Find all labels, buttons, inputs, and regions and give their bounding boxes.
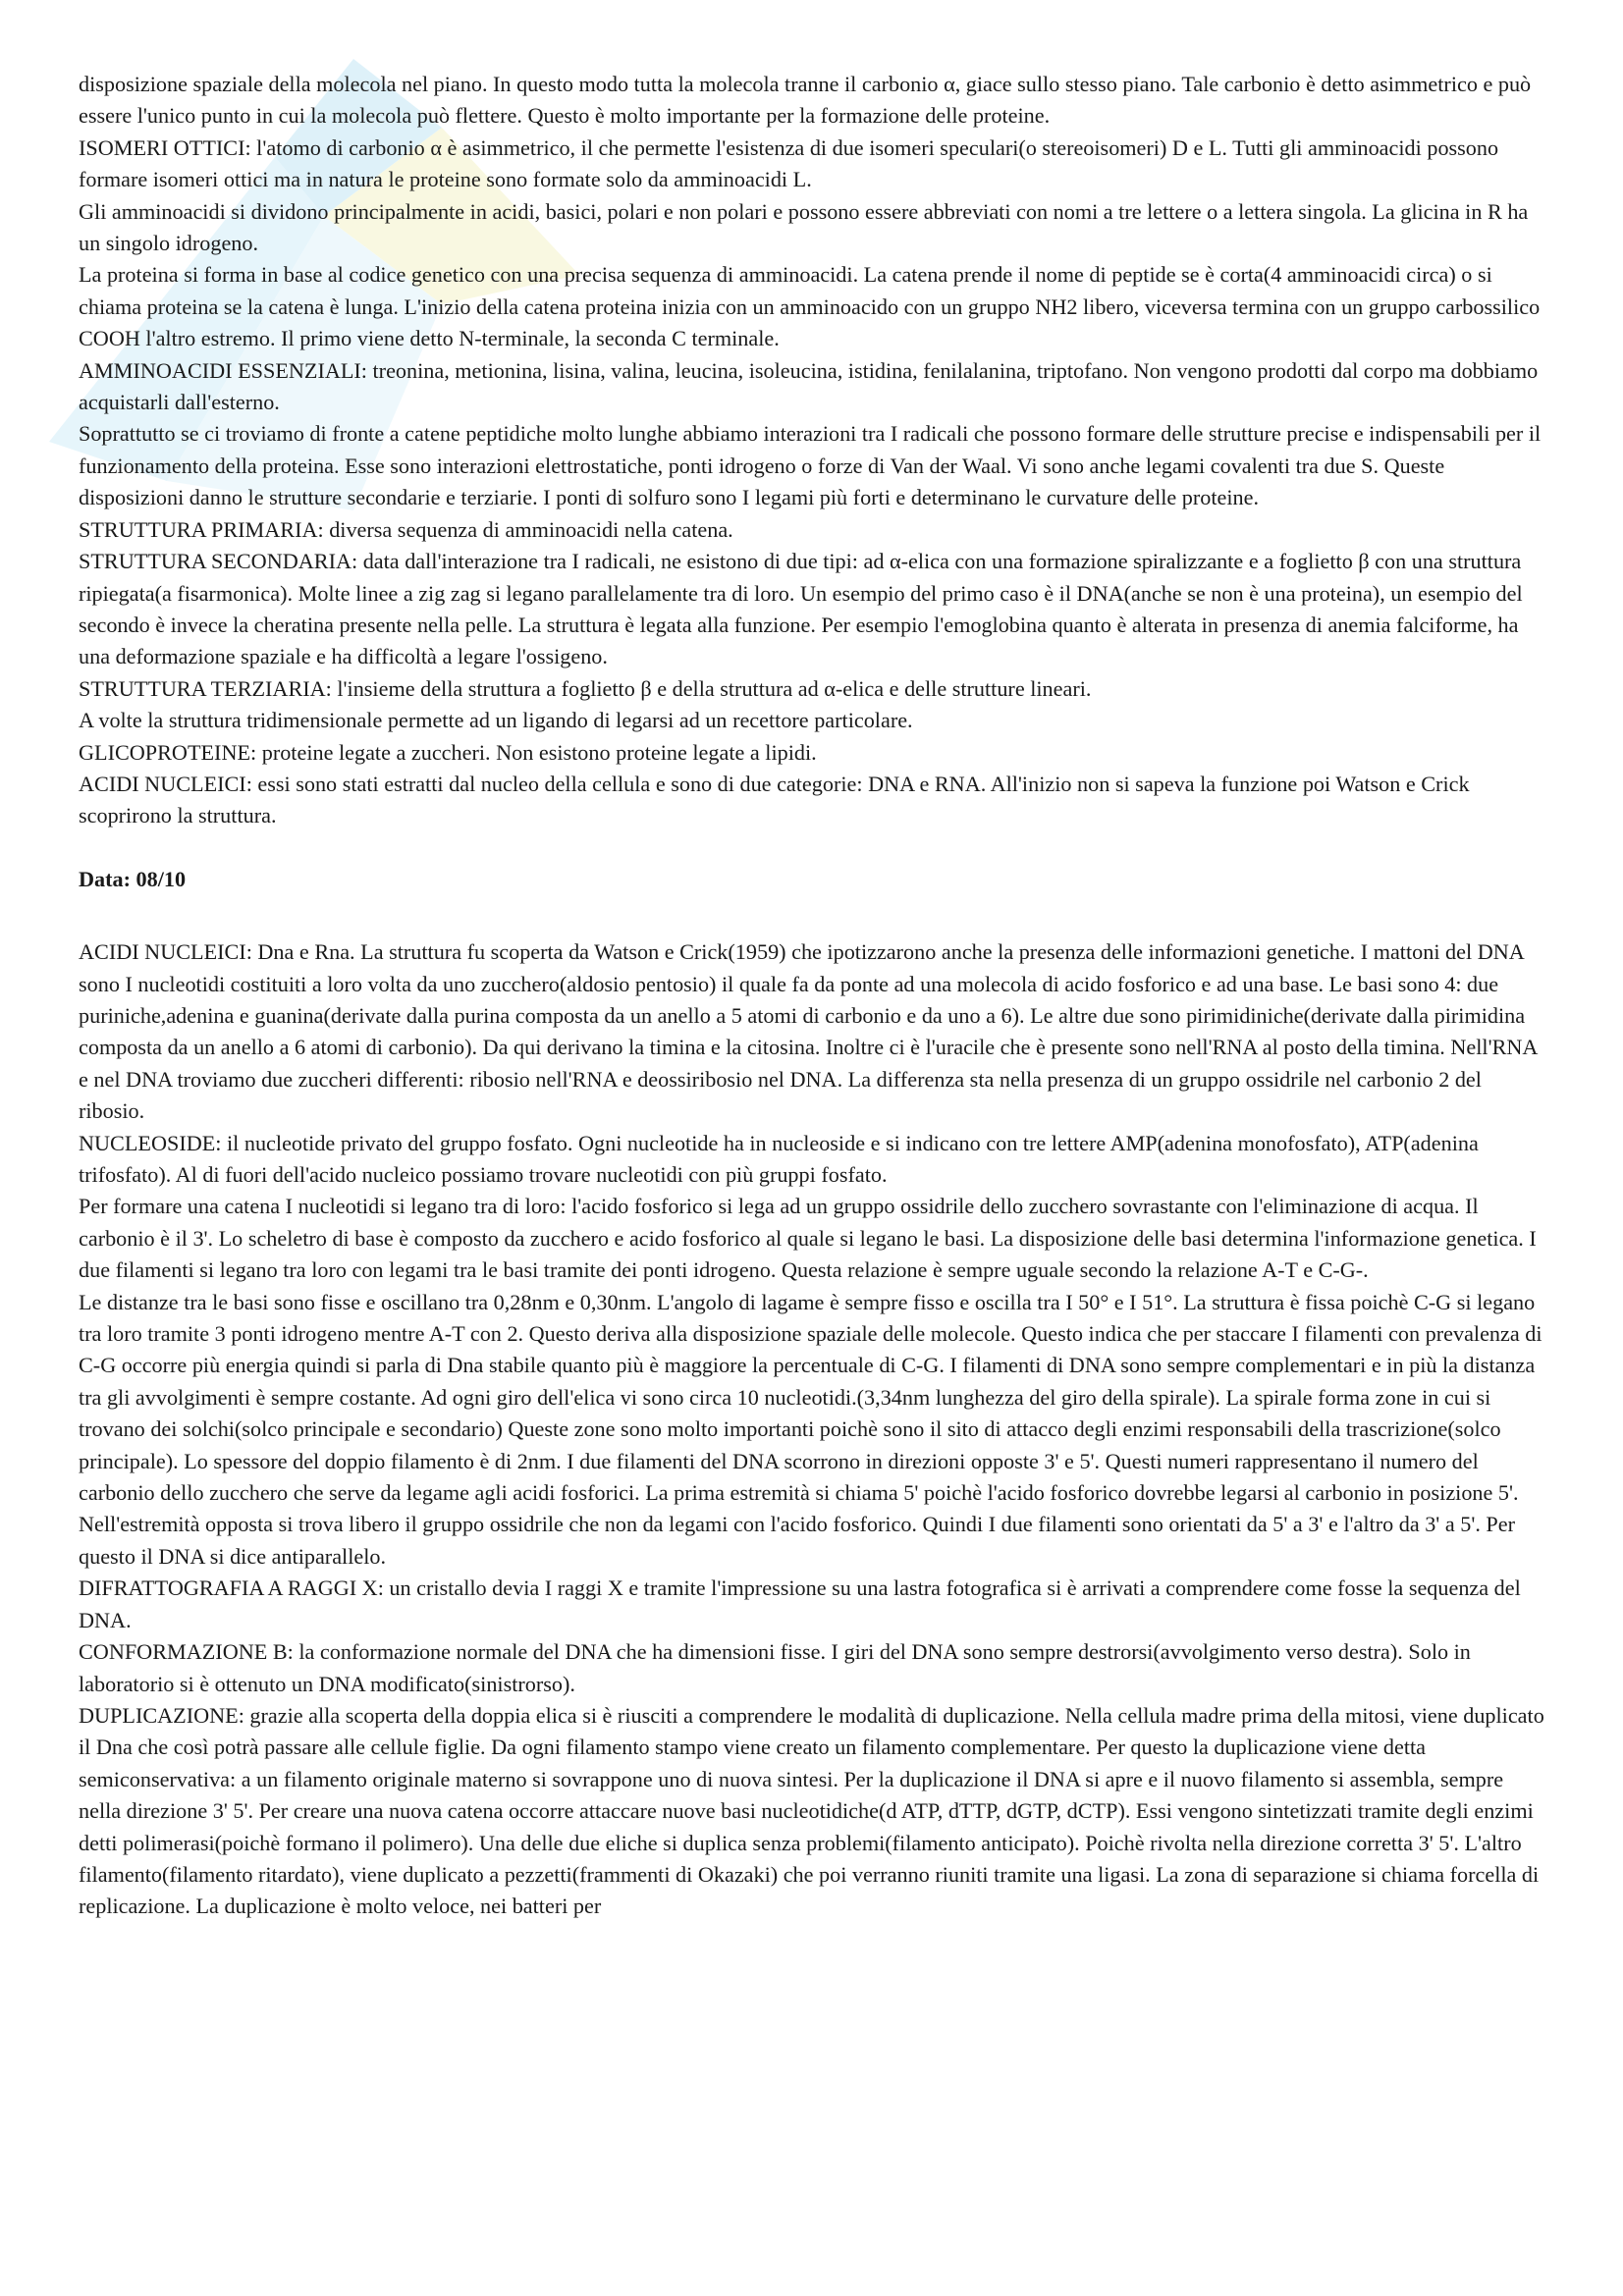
paragraph-isomeri-ottici: ISOMERI OTTICI: l'atomo di carbonio α è asimmetrico, il che permette l'esistenza di due isomeri speculari(o stereoisomeri) D e L. Tutti gli amminoacidi possono formare isomeri ottici ma in natura le proteine sono formate solo da amminoacidi L. (79, 134, 1499, 192)
paragraph-glicoproteine: GLICOPROTEINE: proteine legate a zuccheri. Non esistono proteine legate a lipidi. (79, 739, 817, 765)
paragraph-acidi-nucleici-intro: ACIDI NUCLEICI: essi sono stati estratti dal nucleo della cellula e sono di due categorie: DNA e RNA. All'inizio non si sapeva la funzione poi Watson e Crick scoprirono la struttura. (79, 771, 1470, 828)
paragraph-conformazione-b: CONFORMAZIONE B: la conformazione normale del DNA che ha dimensioni fisse. I giri del DNA sono sempre destrorsi(avvolgimento verso destra). Solo in laboratorio si è ottenuto un DNA modificato(sinistrorso). (79, 1639, 1471, 1696)
section-nucleic-acids (79, 936, 1548, 1923)
paragraph-struttura-terziaria: STRUTTURA TERZIARIA: l'insieme della struttura a foglietto β e della struttura ad α-elica e delle strutture lineari. (79, 675, 1092, 701)
paragraph-nucleoside: NUCLEOSIDE: il nucleotide privato del gruppo fosfato. Ogni nucleotide ha in nucleoside e si indicano con tre lettere AMP(adenina monofosfato), ATP(adenina trifosfato). Al di fuori dell'acido nucleico possiamo trovare nucleotidi con più gruppi fosfato. (79, 1130, 1479, 1187)
paragraph-struttura-secondaria: STRUTTURA SECONDARIA: data dall'interazione tra I radicali, ne esistono di due tipi: ad α-elica con una formazione spiralizzante e a foglietto β con una struttura ripiegata(a fisarmonica). Molte linee a zig zag si legano parallelamente tra di loro. Un esempio del primo caso è il DNA(anche se non è una proteina), un esempio del secondo è invece la cheratina presente nella pelle. La struttura è legata alla funzione. Per esempio l'emoglobina quanto è alterata in presenza di anemia falciforme, ha una deformazione spaziale e ha difficoltà a legare l'ossigeno. (79, 549, 1523, 669)
section-proteins (79, 69, 1548, 832)
paragraph-struttura-primaria: STRUTTURA PRIMARIA: diversa sequenza di amminoacidi nella catena. (79, 516, 733, 542)
paragraph: A volte la struttura tridimensionale permette ad un ligando di legarsi ad un recettore particolare. (79, 708, 913, 733)
paragraph: disposizione spaziale della molecola nel piano. In questo modo tutta la molecola tranne il carbonio α, giace sullo stesso piano. Tale carbonio è detto asimmetrico e può essere l'unico punto in cui la molecola può flettere. Questo è molto importante per la formazione delle proteine. (79, 72, 1532, 129)
date-heading: Data: 08/10 (79, 866, 187, 891)
paragraph: Soprattutto se ci troviamo di fronte a catene peptidiche molto lunghe abbiamo interazioni tra I radicali che possono formare delle strutture precise e indispensabili per il funzionamento della proteina. Esse sono interazioni elettrostatiche, ponti idrogeno o forze di Van der Waal. Vi sono anche legami covalenti tra due S. Queste disposizioni danno le strutture secondarie e terziarie. I ponti di solfuro sono I legami più forti e determinano le curvature delle proteine. (79, 421, 1542, 510)
document-page (79, 69, 1548, 1923)
paragraph-duplicazione: DUPLICAZIONE: grazie alla scoperta della doppia elica si è riusciti a comprendere le modalità di duplicazione. Nella cellula madre prima della mitosi, viene duplicato il Dna che così potrà passare alle cellule figlie. Da ogni filamento stampo viene creato un filamento complementare. Per questo la duplicazione viene detta semiconservativa: a un filamento originale materno si sovrappone uno di nuova sintesi. Per la duplicazione il DNA si apre e il nuovo filamento si assembla, sempre nella direzione 3' 5'. Per creare una nuova catena occorre attaccare nuove basi nucleotidiche(d ATP, dTTP, dGTP, dCTP). Essi vengono sintetizzati tramite degli enzimi detti polimerasi(poichè formano il polimero). Una delle due eliche si duplica senza problemi(filamento anticipato). Poichè rivolta nella direzione corretta 3' 5'. L'altro filamento(filamento ritardato), viene duplicato a pezzetti(frammenti di Okazaki) che poi verranno riuniti tramite una ligasi. La zona di separazione si chiama forcella di replicazione. La duplicazione è molto veloce, nei batteri per (79, 1702, 1544, 1919)
paragraph-amminoacidi-essenziali: AMMINOACIDI ESSENZIALI: treonina, metionina, lisina, valina, leucina, isoleucina, istidina, fenilalanina, triptofano. Non vengono prodotti dal corpo ma dobbiamo acquistarli dall'esterno. (79, 357, 1539, 415)
paragraph: Gli amminoacidi si dividono principalmente in acidi, basici, polari e non polari e possono essere abbreviati con nomi a tre lettere o a lettera singola. La glicina in R ha un singolo idrogeno. (79, 198, 1529, 256)
paragraph: Per formare una catena I nucleotidi si legano tra di loro: l'acido fosforico si lega ad un gruppo ossidrile dello zucchero sovrastante con l'eliminazione di acqua. Il carbonio è il 3'. Lo scheletro di base è composto da zucchero e acido fosforico al quale si legano le basi. La disposizione delle basi determina l'informazione genetica. I due filamenti si legano tra loro con legami tra le basi tramite dei ponti idrogeno. Questa relazione è sempre uguale secondo la relazione A-T e C-G-. (79, 1194, 1537, 1283)
paragraph-acidi-nucleici: ACIDI NUCLEICI: Dna e Rna. La struttura fu scoperta da Watson e Crick(1959) che ipotizzarono anche la presenza delle informazioni genetiche. I mattoni del DNA sono I nucleotidi costituiti a loro volta da uno zucchero(aldosio pentosio) il quale fa da ponte ad una molecola di acido fosforico e ad una base. Le basi sono 4: due puriniche,adenina e guanina(derivate dalla purina composta da un anello a 5 atomi di carbonio e da uno a 6). Le altre due sono pirimidiniche(derivate dalla pirimidina composta da un anello a 6 atomi di carbonio). Da qui derivano la timina e la citosina. Inoltre ci è l'uracile che è presente sono nell'RNA al posto della timina. Nell'RNA e nel DNA troviamo due zuccheri differenti: ribosio nell'RNA e deossiribosio nel DNA. La differenza sta nella presenza di un gruppo ossidrile nel carbonio 2 del ribosio. (79, 939, 1538, 1124)
paragraph: Le distanze tra le basi sono fisse e oscillano tra 0,28nm e 0,30nm. L'angolo di lagame è sempre fisso e oscilla tra I 50° e I 51°. La struttura è fissa poichè C-G si legano tra loro tramite 3 ponti idrogeno mentre A-T con 2. Questo deriva alla disposizione spaziale delle molecole. Questo indica che per staccare I filamenti con prevalenza di C-G occorre più energia quindi si parla di Dna stabile quanto più è maggiore la percentuale di C-G. I filamenti di DNA sono sempre complementari e in più la distanza tra gli avvolgimenti è sempre costante. Ad ogni giro dell'elica vi sono circa 10 nucleotidi.(3,34nm lunghezza del giro della spirale). La spirale forma zone in cui si trovano dei solchi(solco principale e secondario) Queste zone sono molto importanti poichè sono il sito di attacco degli enzimi responsabili della trascrizione(solco principale). Lo spessore del doppio filamento è di 2nm. I due filamenti del DNA scorrono in direzioni opposte 3' e 5'. Questi numeri rappresentano il numero del carbonio dello zucchero che serve da legame agli acidi fosforici. La prima estremità si chiama 5' poichè l'acido fosforico dovrebbe legarsi al carbonio in posizione 5'. Nell'estremità opposta si trova libero il gruppo ossidrile che non da legami con l'acido fosforico. Quindi I due filamenti sono orientati da 5' a 3' e l'altro da 3' a 5'. Per questo il DNA si dice antiparallelo. (79, 1289, 1542, 1569)
paragraph-difrattografia: DIFRATTOGRAFIA A RAGGI X: un cristallo devia I raggi X e tramite l'impressione su una lastra fotografica si è arrivati a comprendere come fosse la sequenza del DNA. (79, 1575, 1521, 1632)
paragraph: La proteina si forma in base al codice genetico con una precisa sequenza di amminoacidi. La catena prende il nome di peptide se è corta(4 amminoacidi circa) o si chiama proteina se la catena è lunga. L'inizio della catena proteina inizia con un amminoacido con un gruppo NH2 libero, viceversa termina con un gruppo carbossilico COOH l'altro estremo. Il primo viene detto N-terminale, la seconda C terminale. (79, 262, 1541, 351)
